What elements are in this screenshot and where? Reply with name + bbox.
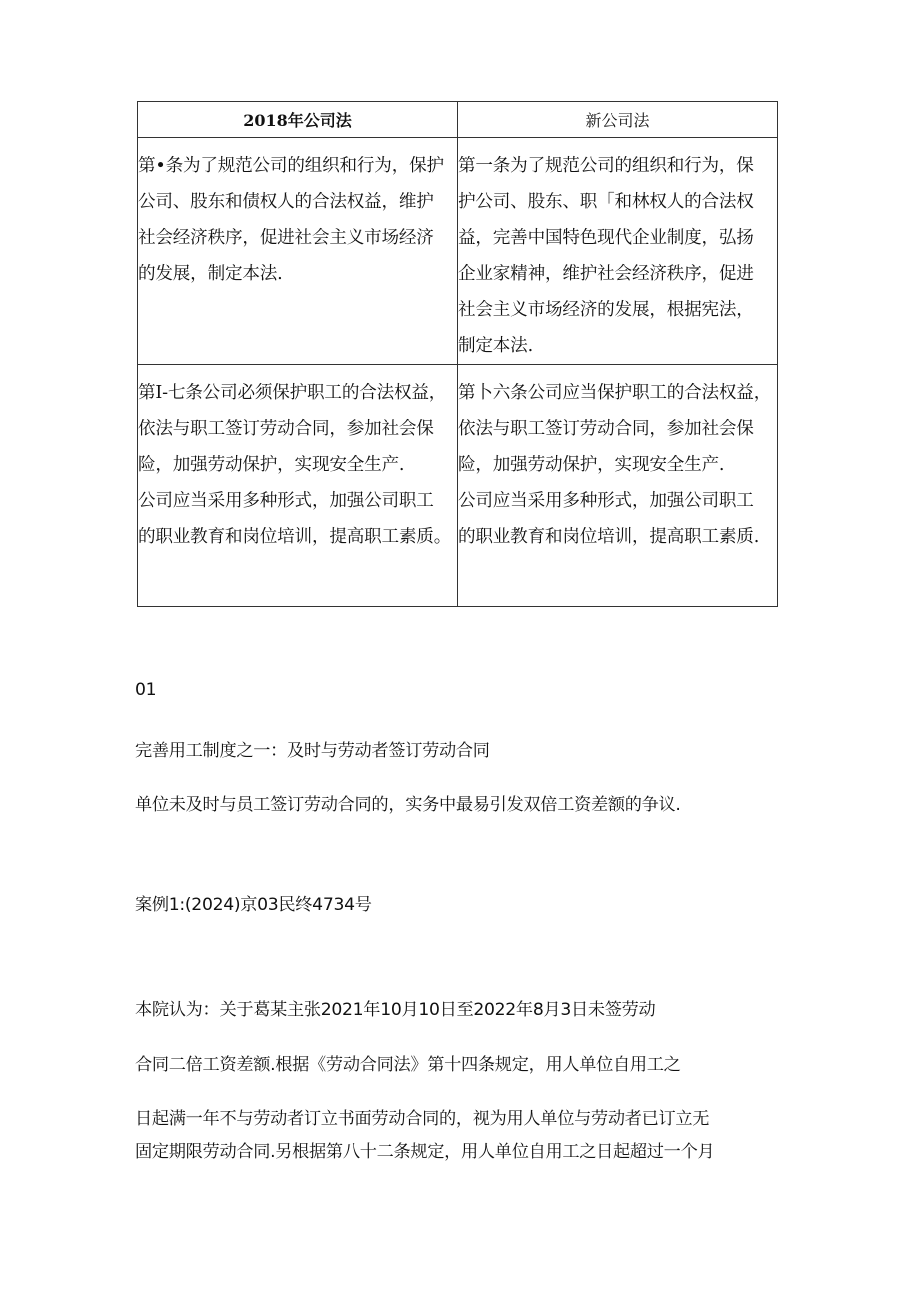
cell-line: 第I-七条公司必须保护职工的合法权益，	[138, 383, 447, 403]
cell-line: 护公司、股东、职「和林权人的合法权	[458, 192, 754, 212]
cell-line: 企业家精神，维护社会经济秩序，促进	[458, 264, 754, 284]
cell-line: 第•条为了规范公司的组织和行为，保护	[138, 156, 444, 176]
cell-line: 制定本法.	[458, 336, 533, 356]
section-number: 01	[135, 680, 157, 700]
cell-line: 依法与职工签订劳动合同，参加社会保	[458, 419, 754, 439]
header-new-law: 新公司法	[458, 102, 778, 138]
law-comparison-table	[137, 101, 778, 607]
cell-line: 公司、股东和债权人的合法权益，维护	[138, 192, 434, 212]
header-old-law: 2018年公司法	[138, 102, 458, 138]
court-paragraph-line: 日起满一年不与劳动者订立书面劳动合同的，视为用人单位与劳动者已订立无	[135, 1109, 710, 1129]
cell-line: 第卜六条公司应当保护职工的合法权益，	[458, 383, 772, 403]
cell-line: 依法与职工签订劳动合同，参加社会保	[138, 419, 434, 439]
cell-line: 的职业教育和岗位培训，提高职工素质。	[138, 527, 452, 547]
court-paragraph-line: 本院认为：关于葛某主张2021年10月10日至2022年8月3日未签劳动	[135, 1000, 656, 1020]
cell-line: 社会主义市场经济的发展，根据宪法，	[458, 300, 754, 320]
table-row	[138, 365, 778, 607]
cell-line: 的发展，制定本法.	[138, 264, 283, 284]
section-title: 完善用工制度之一：及时与劳动者签订劳动合同	[135, 741, 490, 761]
new-law-article-16	[458, 365, 778, 607]
case-title: 案例1:(2024)京03民终4734号	[135, 895, 372, 915]
table-header-row	[138, 102, 778, 138]
cell-line: 险，加强劳动保护，实现安全生产.	[138, 455, 405, 475]
cell-line: 的职业教育和岗位培训，提高职工素质.	[458, 527, 760, 547]
table-row	[138, 138, 778, 365]
old-law-article-17	[138, 365, 458, 607]
new-law-article-1	[458, 138, 778, 365]
cell-line: 险，加强劳动保护，实现安全生产.	[458, 455, 725, 475]
intro-paragraph: 单位未及时与员工签订劳动合同的，实务中最易引发双倍工资差额的争议.	[135, 795, 681, 815]
cell-line: 社会经济秩序，促进社会主义市场经济	[138, 228, 434, 248]
court-paragraph-line: 合同二倍工资差额.根据《劳动合同法》第十四条规定，用人单位自用工之	[135, 1055, 681, 1075]
court-paragraph-line: 固定期限劳动合同.另根据第八十二条规定，用人单位自用工之日起超过一个月	[135, 1142, 715, 1162]
cell-line: 第一条为了规范公司的组织和行为，保	[458, 156, 754, 176]
old-law-article-1	[138, 138, 458, 365]
cell-line: 公司应当采用多种形式，加强公司职工	[458, 491, 754, 511]
cell-line: 公司应当采用多种形式，加强公司职工	[138, 491, 434, 511]
cell-line: 益，完善中国特色现代企业制度，弘扬	[458, 228, 754, 248]
